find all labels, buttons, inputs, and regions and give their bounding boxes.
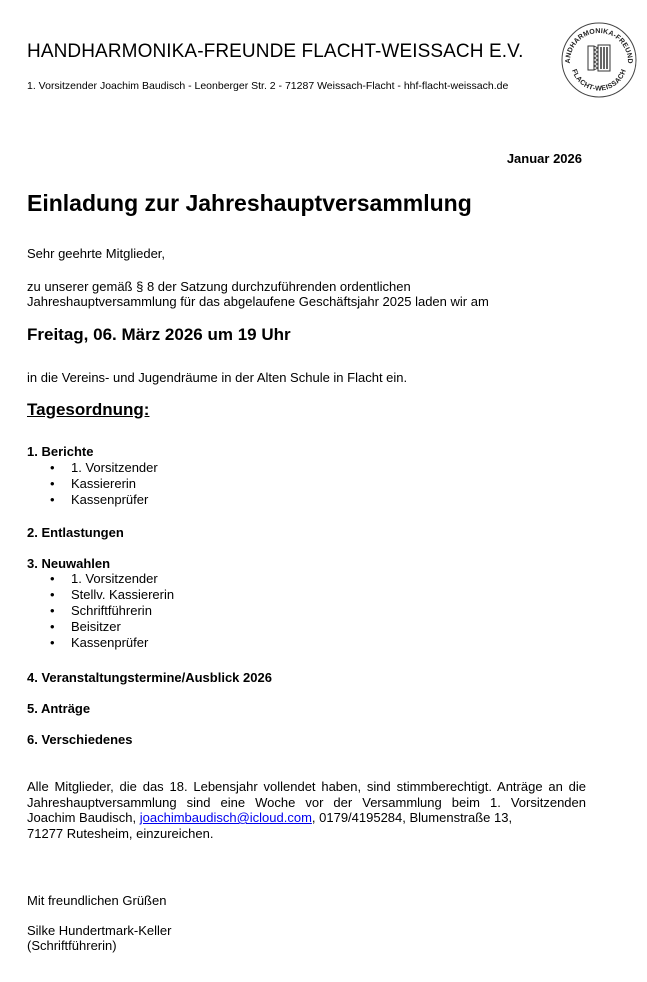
list-item-text: 1. Vorsitzender — [71, 460, 158, 475]
closing-line-3 — [27, 810, 586, 826]
club-logo — [560, 20, 638, 98]
event-location: in die Vereins- und Jugendräume in der Alten Schule in Flacht ein. — [27, 370, 408, 385]
agenda-item-veranstaltungstermine: 4. Veranstaltungstermine/Ausblick 2026 — [27, 670, 272, 685]
agenda-item-verschiedenes: 6. Verschiedenes — [27, 732, 133, 747]
bullet: • — [50, 460, 55, 475]
bullet: • — [50, 587, 55, 602]
agenda-sublist-neuwahlen — [50, 571, 174, 651]
list-item — [50, 476, 158, 492]
bullet: • — [50, 492, 55, 507]
letter-date: Januar 2026 — [506, 151, 582, 166]
closing-line-2: Jahreshauptversammlung sind eine Woche vor der Versammlung beim 1. Vorsitzenden — [27, 794, 586, 810]
svg-text:HANDHARMONIKA-FREUNDE — [560, 20, 633, 64]
event-date: Freitag, 06. März 2026 um 19 Uhr — [27, 325, 291, 344]
salutation: Sehr geehrte Mitglieder, — [27, 246, 166, 261]
list-item — [50, 587, 174, 603]
bullet: • — [50, 571, 55, 586]
list-item-text: Kassenprüfer — [71, 492, 149, 507]
bullet: • — [50, 619, 55, 634]
list-item-text: Kassenprüfer — [71, 635, 149, 650]
bullet: • — [50, 603, 55, 618]
greeting: Mit freundlichen Grüßen — [27, 893, 167, 908]
organization-address: 1. Vorsitzender Joachim Baudisch - Leonberger Str. 2 - 71287 Weissach-Flacht - hhf-flacht-weissach.de — [27, 80, 509, 92]
signature-role: (Schriftführerin) — [27, 938, 117, 953]
closing-paragraph — [27, 779, 586, 841]
intro-line-2: Jahreshauptversammlung für das abgelaufene Geschäftsjahr 2025 laden wir am — [27, 294, 489, 309]
list-item — [50, 571, 174, 587]
list-item-text: Kassiererin — [71, 476, 137, 491]
logo-seal — [560, 20, 638, 98]
document-title: Einladung zur Jahreshauptversammlung — [27, 190, 472, 216]
bullet: • — [50, 635, 55, 650]
list-item-text: 1. Vorsitzender — [71, 571, 158, 586]
email-link[interactable]: joachimbaudisch@icloud.com — [139, 810, 312, 825]
list-item-text: Stellv. Kassiererin — [71, 587, 175, 602]
closing-line-4: 71277 Rutesheim, einzureichen. — [27, 825, 214, 841]
logo-text-top: ANDHARMONIKA-FREUND — [564, 27, 634, 64]
bullet: • — [50, 476, 55, 491]
accordion-icon — [588, 45, 610, 71]
closing-line-3-post: , 0179/4195284, Blumenstraße 13, — [311, 810, 513, 825]
agenda-heading: Tagesordnung: — [27, 400, 150, 419]
list-item — [50, 460, 158, 476]
agenda-item-antraege: 5. Anträge — [27, 701, 91, 716]
signature-name: Silke Hundertmark-Keller — [27, 923, 172, 938]
logo-text-bottom: FLACHT-WEISSACH — [570, 68, 628, 93]
svg-text:FLACHT-WEISSACH — [570, 68, 628, 92]
organization-name: HANDHARMONIKA-FREUNDE FLACHT-WEISSACH E.V. — [27, 41, 524, 62]
list-item — [50, 635, 174, 651]
list-item-text: Schriftführerin — [71, 603, 152, 618]
agenda-item-neuwahlen: 3. Neuwahlen — [27, 556, 111, 571]
agenda-sublist-berichte — [50, 460, 158, 508]
list-item-text: Beisitzer — [71, 619, 121, 634]
closing-line-1: Alle Mitglieder, die das 18. Lebensjahr vollendet haben, sind stimmberechtigt. Anträge an die — [27, 779, 586, 794]
list-item — [50, 619, 174, 635]
intro-line-1: zu unserer gemäß § 8 der Satzung durchzuführenden ordentlichen — [27, 279, 411, 294]
list-item — [50, 603, 174, 619]
agenda-item-berichte: 1. Berichte — [27, 444, 94, 459]
closing-line-3-pre: Joachim Baudisch, — [27, 810, 140, 825]
agenda-item-entlastungen: 2. Entlastungen — [27, 525, 124, 540]
list-item — [50, 492, 158, 508]
